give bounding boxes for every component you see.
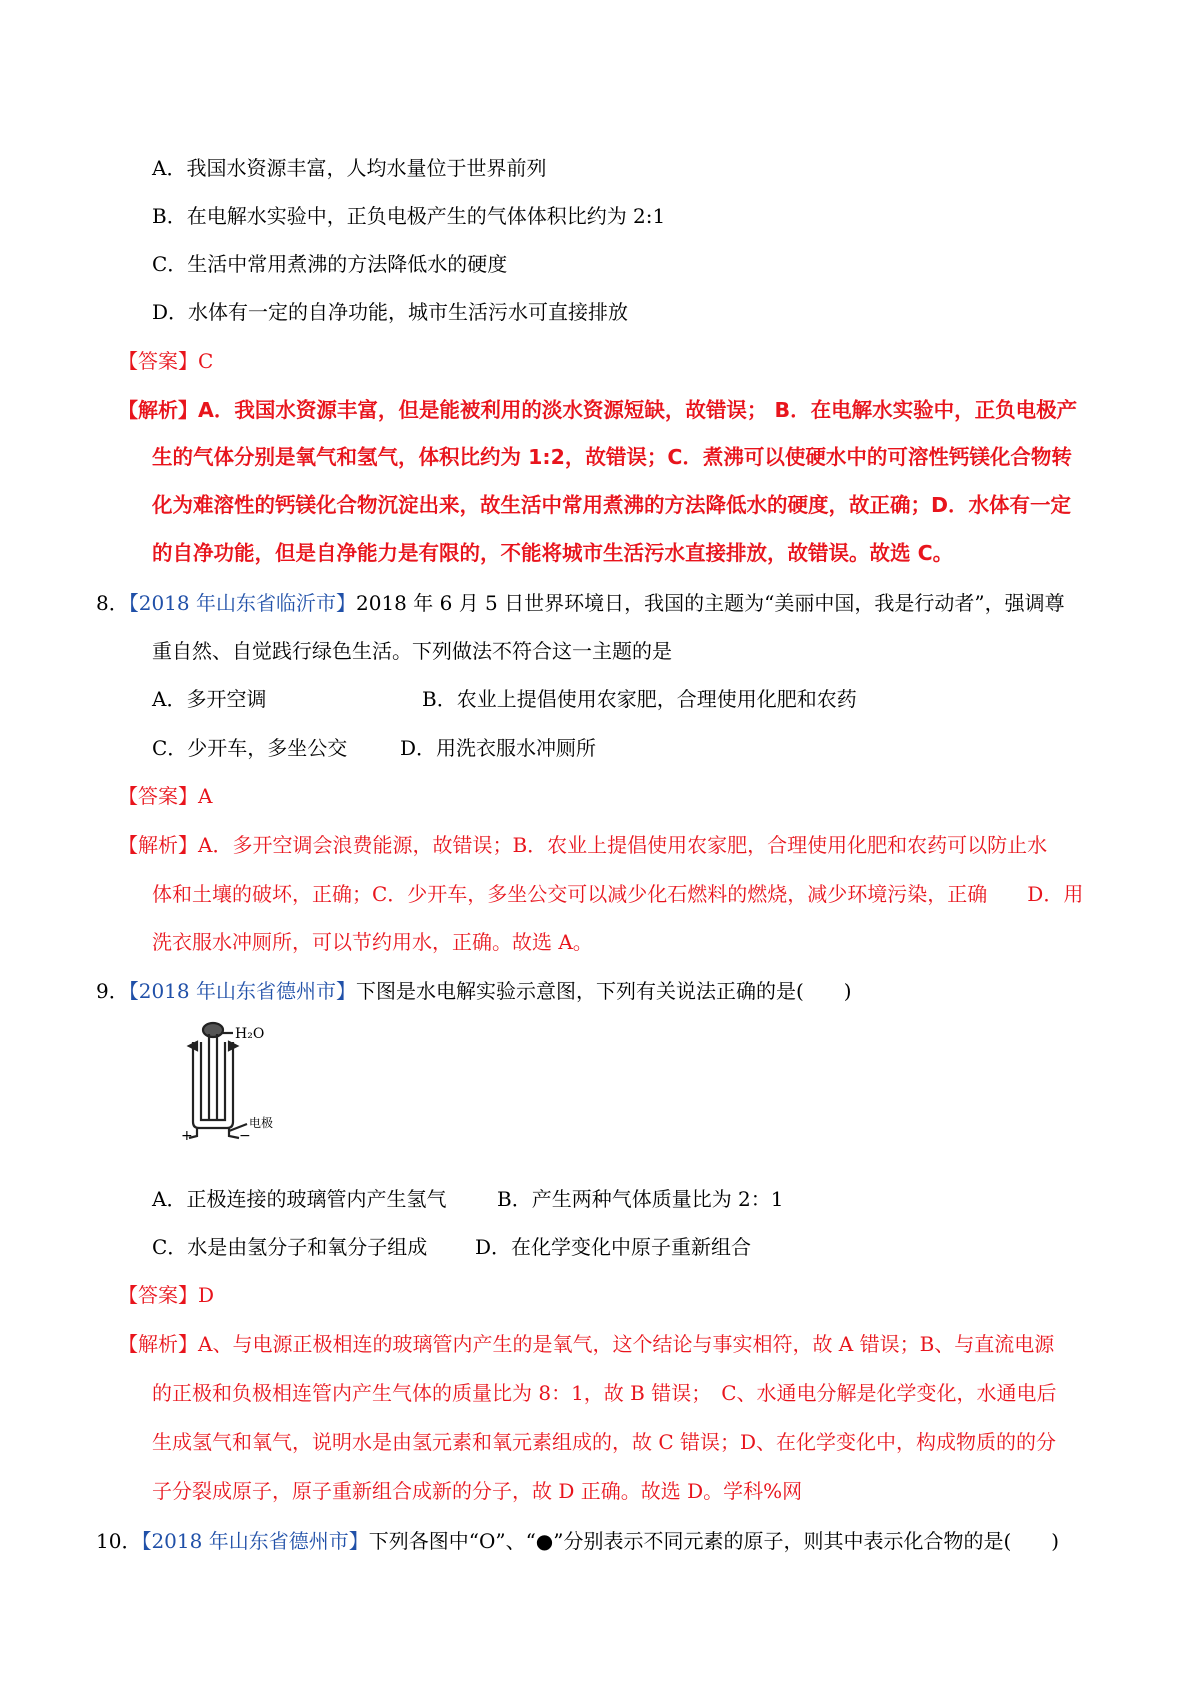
answer-label: 【答案】 [118, 784, 198, 808]
q7-option-c: C．生活中常用煮沸的方法降低水的硬度 [152, 252, 508, 276]
question-number: 9． [96, 979, 129, 1003]
positive-terminal-label: + [181, 1128, 193, 1144]
q8-option-d: D．用洗衣服水冲厕所 [400, 736, 597, 760]
question-stem: 2018 年 6 月 5 日世界环境日，我国的主题为“美丽中国，我是行动者”，强调尊 [356, 591, 1065, 615]
q7-option-b: B．在电解水实验中，正负电极产生的气体体积比约为 2:1 [152, 204, 666, 228]
electrode-label: 电极 [249, 1116, 274, 1130]
analysis-text: A．我国水资源丰富，但是能被利用的淡水资源短缺，故错误； B．在电解水实验中，正负电极产 [198, 398, 1078, 422]
q9-stem [96, 976, 852, 1006]
question-source: 【2018 年山东省德州市】 [128, 979, 356, 1003]
answer-label: 【答案】 [118, 349, 198, 373]
question-stem: 下列各图中“O”、“●”分别表示不同元素的原子，则其中表示化合物的是( ) [368, 1529, 1060, 1553]
q7-option-d: D．水体有一定的自净功能，城市生活污水可直接排放 [152, 300, 629, 324]
q9-analysis-line-4: 子分裂成原子，原子重新组合成新的分子，故 D 正确。故选 D。学科%网 [152, 1479, 803, 1503]
q9-analysis-line-1 [118, 1329, 1054, 1359]
analysis-label: 【解析】 [118, 1332, 198, 1356]
q7-option-a: A．我国水资源丰富，人均水量位于世界前列 [152, 156, 547, 180]
question-source: 【2018 年山东省临沂市】 [128, 591, 356, 615]
q9-analysis-line-2: 的正极和负极相连管内产生气体的质量比为 8：1，故 B 错误； C、水通电分解是化学变化，水通电后 [152, 1381, 1057, 1405]
q9-option-d: D．在化学变化中原子重新组合 [475, 1235, 752, 1259]
q7-analysis-line-1 [118, 395, 1077, 425]
q8-answer [118, 781, 212, 811]
q8-option-a: A．多开空调 [152, 687, 267, 711]
q8-stem-line-2: 重自然、自觉践行绿色生活。下列做法不符合这一主题的是 [152, 639, 672, 663]
q8-analysis-line-1 [118, 830, 1047, 860]
q7-analysis-line-2: 生的气体分别是氧气和氢气，体积比约为 1:2，故错误；C．煮沸可以使硬水中的可溶性钙镁化合物转 [152, 445, 1072, 469]
analysis-label: 【解析】 [118, 398, 198, 422]
q9-option-c: C．水是由氢分子和氧分子组成 [152, 1235, 428, 1259]
question-source: 【2018 年山东省德州市】 [141, 1529, 369, 1553]
q9-option-b: B．产生两种气体质量比为 2：1 [497, 1187, 784, 1211]
q8-analysis-line-2: 体和土壤的破坏，正确；C．少开车，多坐公交可以减少化石燃料的燃烧，减少环境污染，正确 D．用 [152, 882, 1084, 906]
analysis-text: A．多开空调会浪费能源，故错误；B．农业上提倡使用农家肥，合理使用化肥和农药可以防止水 [198, 833, 1048, 857]
q8-analysis-line-3: 洗衣服水冲厕所，可以节约用水，正确。故选 A。 [152, 930, 593, 954]
analysis-label: 【解析】 [118, 833, 198, 857]
question-number: 10． [96, 1529, 142, 1553]
q10-stem [96, 1526, 1059, 1556]
negative-terminal-label: − [239, 1128, 251, 1144]
h2o-label: H₂O [235, 1026, 265, 1042]
answer-value: D [198, 1283, 215, 1307]
question-stem: 下图是水电解实验示意图，下列有关说法正确的是( ) [356, 979, 852, 1003]
answer-label: 【答案】 [118, 1283, 198, 1307]
analysis-text: A、与电源正极相连的玻璃管内产生的是氧气，这个结论与事实相符，故 A 错误；B、与直流电源 [198, 1332, 1055, 1356]
q9-option-a: A．正极连接的玻璃管内产生氢气 [152, 1187, 447, 1211]
q7-analysis-line-3: 化为难溶性的钙镁化合物沉淀出来，故生活中常用煮沸的方法降低水的硬度，故正确；D．水体有一定 [152, 493, 1072, 517]
q7-answer [118, 346, 213, 376]
electrolysis-apparatus-diagram [181, 1020, 303, 1144]
question-number: 8． [96, 591, 129, 615]
q9-analysis-line-3: 生成氢气和氧气，说明水是由氢元素和氧元素组成的，故 C 错误；D、在化学变化中，构成物质的的分 [152, 1430, 1057, 1454]
answer-value: C [198, 349, 214, 373]
q7-analysis-line-4: 的自净功能，但是自净能力是有限的，不能将城市生活污水直接排放，故错误。故选 C。 [152, 541, 954, 565]
q8-option-b: B．农业上提倡使用农家肥，合理使用化肥和农药 [422, 687, 857, 711]
answer-value: A [198, 784, 213, 808]
q9-answer [118, 1280, 214, 1310]
q8-stem-line-1 [96, 588, 1065, 618]
q8-option-c: C．少开车，多坐公交 [152, 736, 348, 760]
